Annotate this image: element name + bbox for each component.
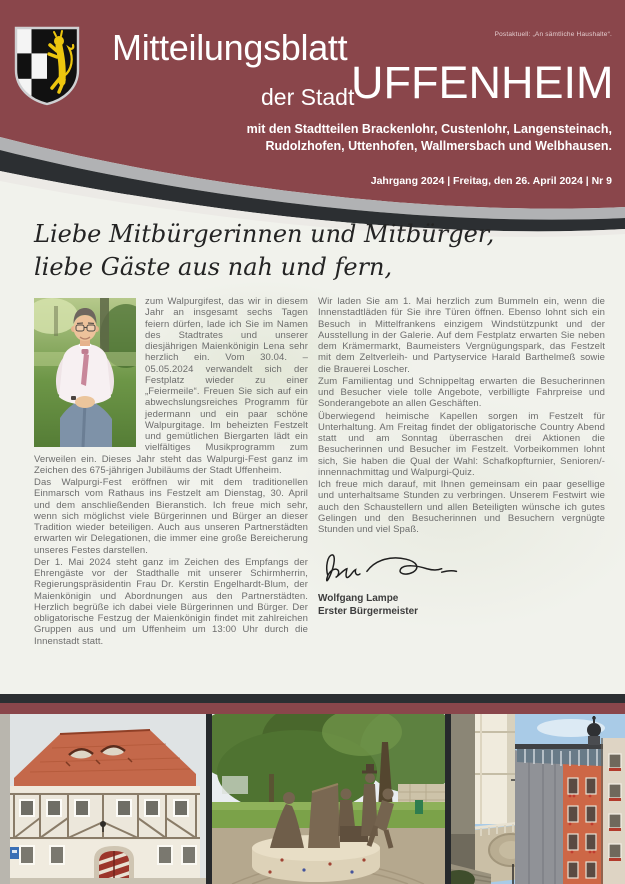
greeting-line-1: Liebe Mitbürgerinnen und Mitbürger, xyxy=(34,220,495,248)
letter-paragraph: zum Walpurgifest, das wir in diesem Jahr an insgesamt sechs Tagen feiern dürfen, lade ich Sie im Namen des Stadtrates und unserer diesjährigen Maienkönigin Lena sehr herzlich ein. Vom 30.04. – 05.05.2024 verwandelt sich der Festplatz wieder zu einer „Feiermeile“. Freuen Sie sich auf ein abwechslungsreiches Programm für jedermann und ein paar schöne Walpurgitage. Im beheizten Festzelt und gemütlichen Biergarten lädt ein vielfältiges Musikprogramm zum Verweilen ein. Dieses Jahr steht das Walpurgi-Fest ganz im Zeichen des 675-jährigen Jubiläums der Stadt Uffenheim. xyxy=(34,296,308,476)
uffenheim-coat-of-arms-icon xyxy=(12,24,82,108)
letter-paragraph: Überwiegend heimische Kapellen sorgen im Festzelt für Unterhaltung. Am Freitag findet der obligatorische Country Abend statt und am Sonntag überraschen drei Aktionen die Besucherinnen und Besucher im Festzelt. Vorbeikommen lohnt sich, Sie haben die Qual der Wahl: Schafkopfturnier, Senioren/-innennachmittag und Walpurgi-Quiz. xyxy=(318,410,605,478)
districts-line-2: Rudolzhofen, Uttenhofen, Wallmersbach und Welbhausen. xyxy=(265,139,612,153)
signature-block xyxy=(318,547,605,618)
issue-info: Jahrgang 2024 | Freitag, den 26. April 2024 | Nr 9 xyxy=(370,175,612,187)
greeting-line-2: liebe Gäste aus nah und fern, xyxy=(34,253,393,281)
footer-divider-dark xyxy=(0,694,625,703)
title-prefix: der Stadt xyxy=(261,84,355,110)
signature-name: Wolfgang Lampe xyxy=(318,593,399,605)
districts-line-1: mit den Stadtteilen Brackenlohr, Custenlohr, Langensteinach, xyxy=(246,122,612,136)
footer-photo-strip xyxy=(0,694,625,884)
mayor-photo xyxy=(34,298,136,447)
statue-group-photo xyxy=(212,714,445,884)
letter-right-column xyxy=(318,296,605,618)
city-name: UFFENHEIM xyxy=(351,57,614,108)
red-building-photo xyxy=(451,714,625,884)
letter-paragraph: Wir laden Sie am 1. Mai herzlich zum Bummeln ein, wenn die Innenstadtläden für Sie ihre Türen öffnen. Ebenso lohnt sich ein Besuch in Mittelfrankens einzigem Windstützpunkt und der Ausstellung in der Galerie. Auf dem Festplatz erwarten Sie neben dem Krämermarkt, Baumeisters Vergnügungspark, das Festzelt mit dem Zeltverleih- und Partyservice Harald Barthelmeß sowie die Brauerei Loscher. xyxy=(318,296,605,375)
letter-paragraph: Der 1. Mai 2024 steht ganz im Zeichen des Empfangs der Ehrengäste vor der Stadthalle mit unserer Schirmherrin, Regierungspräsidentin Frau Dr. Kerstin Engelhardt-Blum, der Maienkönigin und Abordnungen aus den Partnerstädten. Herzlich begrüße ich dabei viele Bürgerinnen und Bürger. Der obligatorische Festzug der Maienkönigin findet mit zahlreichen Gruppen aus und um Uffenheim um 13:00 Uhr durch die Innenstadt statt. xyxy=(34,556,308,647)
signature-scrawl xyxy=(318,547,468,587)
letter-left-column xyxy=(34,296,308,648)
letter-paragraph: Zum Familientag und Schnippeltag erwarten die Besucherinnen und Besucher viele tolle Angebote, verbilligte Fahrpreise und Sonderangebote an allen Geschäften. xyxy=(318,375,605,410)
newsletter-title: Mitteilungsblatt xyxy=(112,27,348,68)
districts-list xyxy=(247,121,612,155)
greeting-heading xyxy=(34,218,494,284)
footer-divider-maroon xyxy=(0,703,625,714)
postal-note: Postaktuell: „An sämtliche Haushalte“. xyxy=(494,31,612,38)
signature-role: Erster Bürgermeister xyxy=(318,605,419,617)
town-house-photo xyxy=(0,714,206,884)
letter-paragraph: Ich freue mich darauf, mit Ihnen gemeinsam ein paar gesellige und unterhaltsame Stunden zu verbringen. Unserem Festwirt wie auch den Schaustellern und allen Beteiligten wünsche ich gutes Gelingen und den Besucherinnen und Besuchern vergnügte Stunden und viel Spaß. xyxy=(318,479,605,535)
letter-paragraph: Das Walpurgi-Fest eröffnen wir mit dem traditionellen Einmarsch vom Rathaus ins Festzelt am Dienstag, 30. April und dem anschließenden Bieranstich. Ich freue mich sehr, wenn sich möglichst viele Bürgerinnen und Bürger an dieser Tradition wieder beteiligen. Auch aus unseren Partnerstädten erwarten wir Delegationen, die immer eine große Bereicherung unseres Festes darstellen. xyxy=(34,477,308,556)
